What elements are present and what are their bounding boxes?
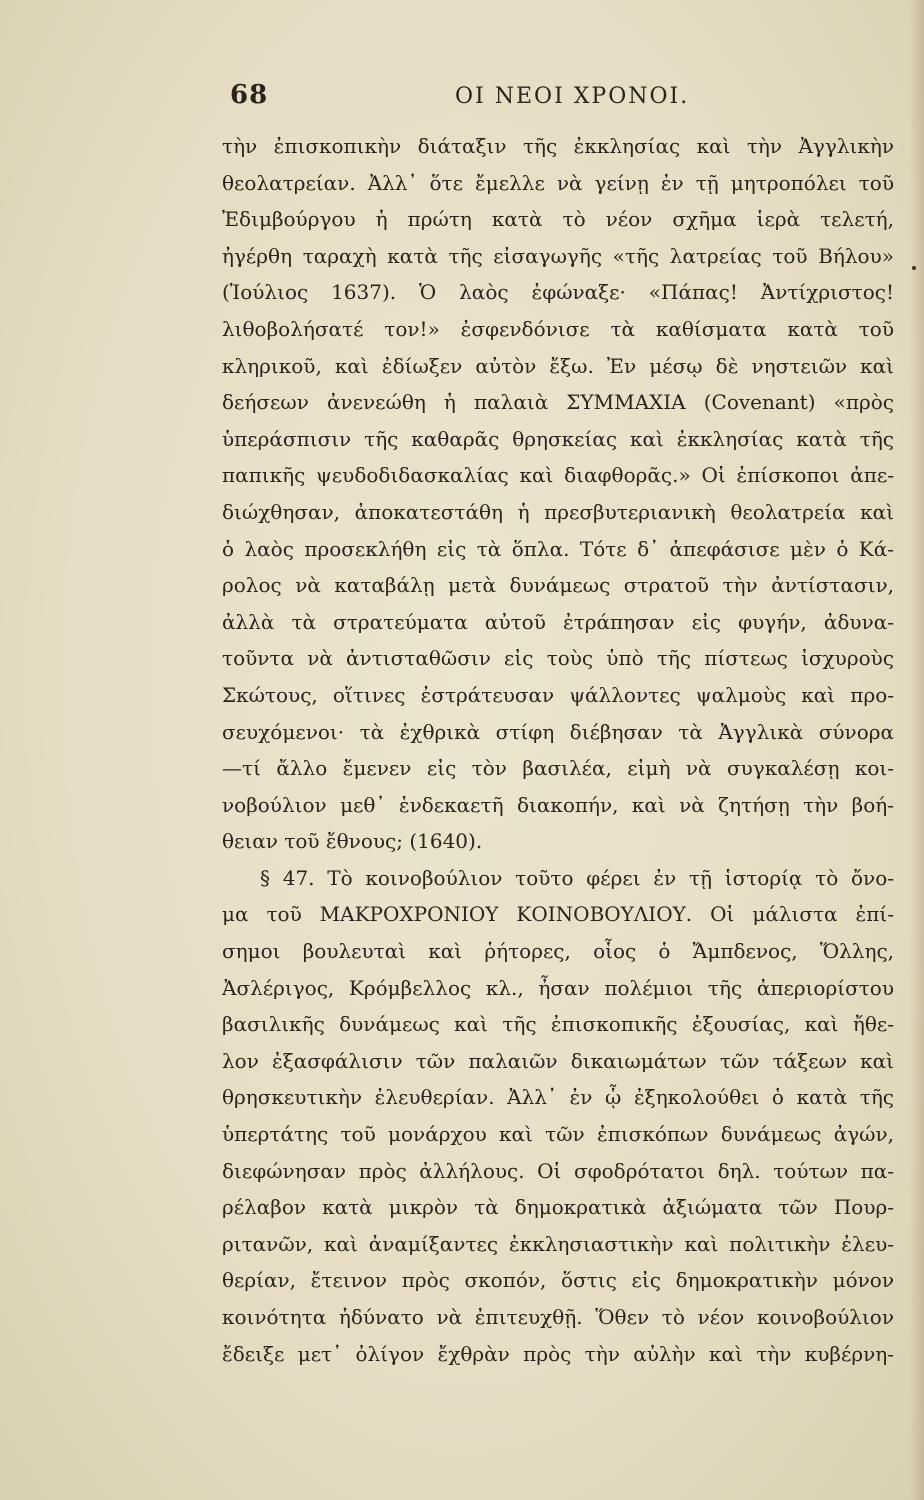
text-line: βασιλικῆς δυνάμεως καὶ τῆς ἐπισκοπικῆς ἐξουσίας, καὶ ἤθε-: [222, 1012, 894, 1037]
text-line: θειαν τοῦ ἔθνους; (1640).: [222, 829, 483, 854]
text-line: —τί ἄλλο ἔμενεν εἰς τὸν βασιλέα, εἰμὴ νὰ συγκαλέσῃ κοι-: [222, 756, 894, 781]
text-line: τοῦντα νὰ ἀντισταθῶσιν εἰς τοὺς ὑπὸ τῆς πίστεως ἰσχυροὺς: [222, 646, 894, 671]
text-line: ρολος νὰ καταβάλῃ μετὰ δυνάμεως στρατοῦ τὴν ἀντίστασιν,: [222, 573, 894, 598]
text-line: θεολατρείαν. Ἀλλ᾽ ὅτε ἔμελλε νὰ γείνῃ ἐν τῇ μητροπόλει τοῦ: [222, 170, 894, 195]
body-text: [222, 128, 894, 1372]
page-header: [230, 80, 910, 120]
text-line: ὑπεράσπισιν τῆς καθαρᾶς θρησκείας καὶ ἐκκλησίας κατὰ τῆς: [222, 426, 894, 451]
text-line: Σκώτους, οἵτινες ἐστράτευσαν ψάλλοντες ψαλμοὺς καὶ προ-: [222, 682, 894, 707]
text-line: ριτανῶν, καὶ ἀναμίξαντες ἐκκλησιαστικὴν καὶ πολιτικὴν ἐλευ-: [222, 1231, 894, 1256]
text-line: λιθοβολήσατέ τον!» ἐσφενδόνισε τὰ καθίσματα κατὰ τοῦ: [222, 316, 894, 341]
text-line: (Ἰούλιος 1637). Ὁ λαὸς ἐφώναξε· «Πάπας! Ἀντίχριστος!: [222, 280, 894, 305]
text-line: κληρικοῦ, καὶ ἐδίωξεν αὐτὸν ἔξω. Ἐν μέσῳ δὲ νηστειῶν καὶ: [222, 353, 894, 378]
text-line: κοινότητα ἠδύνατο νὰ ἐπιτευχθῇ. Ὅθεν τὸ νέον κοινοβούλιον: [222, 1305, 894, 1329]
text-line: μα τοῦ ΜΑΚΡΟΧΡΟΝΙΟΥ ΚΟΙΝΟΒΟΥΛΙΟΥ. Οἱ μάλιστα ἐπί-: [222, 902, 894, 927]
text-line: ἠγέρθη ταραχὴ κατὰ τῆς εἰσαγωγῆς «τῆς λατρείας τοῦ Βήλου»: [222, 243, 894, 268]
text-line: διώχθησαν, ἀποκατεστάθη ἡ πρεσβυτεριανικὴ θεολατρεία καὶ: [222, 499, 894, 524]
running-title: ΟΙ ΝΕΟΙ ΧΡΟΝΟΙ.: [455, 84, 690, 109]
text-line: θρησκευτικὴν ἐλευθερίαν. Ἀλλ᾽ ἐν ᾧ ἐξηκολούθει ὁ κατὰ τῆς: [222, 1085, 894, 1110]
margin-mark: [912, 266, 916, 270]
page-edge-shadow: [910, 0, 924, 1500]
text-line: θερίαν, ἔτεινον πρὸς σκοπόν, ὅστις εἰς δημοκρατικὴν μόνον: [222, 1268, 894, 1293]
text-line: παπικῆς ψευδοδιδασκαλίας καὶ διαφθορᾶς.» Οἱ ἐπίσκοποι ἀπε-: [222, 463, 894, 488]
text-line: Ἀσλέριγος, Κρόμβελλος κλ., ἦσαν πολέμιοι τῆς ἀπεριορίστου: [222, 975, 894, 1000]
text-line: ὁ λαὸς προσεκλήθη εἰς τὰ ὅπλα. Τότε δ᾽ ἀπεφάσισε μὲν ὁ Κά-: [222, 536, 894, 561]
text-line: τὴν ἐπισκοπικὴν διάταξιν τῆς ἐκκλησίας καὶ τὴν Ἀγγλικὴν: [222, 134, 894, 158]
text-line: διεφώνησαν πρὸς ἀλλήλους. Οἱ σφοδρότατοι δηλ. τούτων πα-: [222, 1158, 894, 1183]
text-line: ἔδειξε μετ᾽ ὀλίγον ἔχθρὰν πρὸς τὴν αὐλὴν καὶ τὴν κυβέρνη-: [222, 1341, 894, 1366]
text-line: ἀλλὰ τὰ στρατεύματα αὐτοῦ ἐτράπησαν εἰς φυγήν, ἀδυνα-: [222, 609, 894, 634]
text-line: σευχόμενοι· τὰ ἐχθρικὰ στίφη διέβησαν τὰ Ἀγγλικὰ σύνορα: [222, 719, 894, 744]
text-line: νοβούλιον μεθ᾽ ἑνδεκαετῆ διακοπήν, καὶ νὰ ζητήσῃ τὴν βοή-: [222, 792, 894, 817]
text-line: σημοι βουλευταὶ καὶ ῥήτορες, οἷος ὁ Ἄμπδενος, Ὅλλης,: [222, 939, 894, 964]
text-line: Ἐδιμβούργου ἡ πρώτη κατὰ τὸ νέον σχῆμα ἱερὰ τελετή,: [222, 207, 894, 232]
section-heading-line: § 47. Τὸ κοινοβούλιον τοῦτο φέρει ἐν τῇ ἱστορίᾳ τὸ ὄνο-: [260, 865, 894, 890]
text-line: λον ἐξασφάλισιν τῶν παλαιῶν δικαιωμάτων τῶν τάξεων καὶ: [222, 1048, 894, 1073]
text-line: ὑπερτάτης τοῦ μονάρχου καὶ τῶν ἐπισκόπων δυνάμεως ἀγών,: [222, 1122, 894, 1147]
text-line: δεήσεων ἀνενεώθη ἡ παλαιὰ ΣΥΜΜΑΧΙΑ (Covenant) «πρὸς: [222, 390, 894, 415]
page-number: 68: [230, 80, 269, 110]
text-line: ρέλαβον κατὰ μικρὸν τὰ δημοκρατικὰ ἀξιώματα τῶν Πουρ-: [222, 1195, 894, 1220]
